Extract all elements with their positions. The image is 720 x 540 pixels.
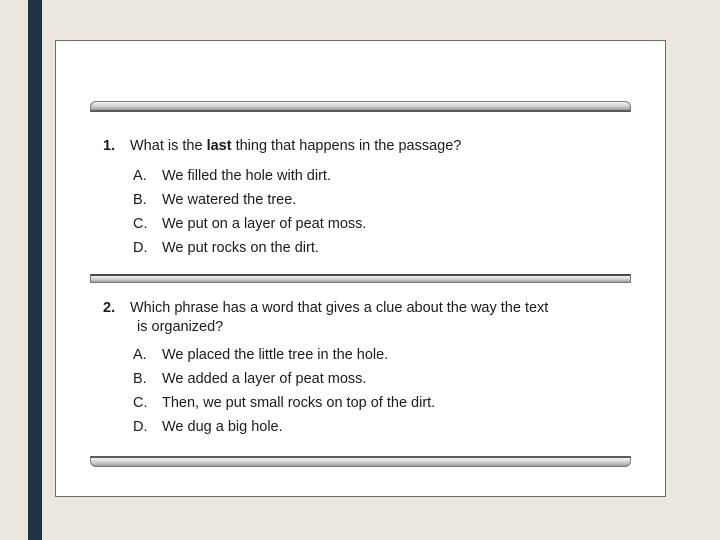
question-1 xyxy=(103,137,461,156)
question-text-continued: is organized? xyxy=(137,319,224,335)
option-c[interactable]: C. Then, we put small rocks on top of the dirt. xyxy=(133,395,436,411)
option-b[interactable]: B. We watered the tree. xyxy=(133,192,297,208)
option-c[interactable]: C. We put on a layer of peat moss. xyxy=(133,216,367,232)
option-d[interactable]: D. We put rocks on the dirt. xyxy=(133,240,319,256)
option-a[interactable]: A. We placed the little tree in the hole. xyxy=(133,347,389,363)
question-text: Which phrase has a word that gives a clue about the way the text xyxy=(130,300,549,316)
top-divider xyxy=(90,101,631,112)
question-2-options xyxy=(133,343,435,439)
bottom-divider xyxy=(90,456,631,467)
middle-divider xyxy=(90,274,631,283)
option-a[interactable]: A. We filled the hole with dirt. xyxy=(133,168,331,184)
question-number: 2. xyxy=(103,300,116,316)
option-d[interactable]: D. We dug a big hole. xyxy=(133,419,283,435)
question-number: 1. xyxy=(103,138,116,154)
side-accent-bar xyxy=(28,0,42,540)
question-emphasis: last xyxy=(206,138,232,154)
question-text: What is the last thing that happens in the passage? xyxy=(130,138,462,154)
question-1-options xyxy=(133,164,366,260)
question-2 xyxy=(103,299,548,337)
option-b[interactable]: B. We added a layer of peat moss. xyxy=(133,371,367,387)
